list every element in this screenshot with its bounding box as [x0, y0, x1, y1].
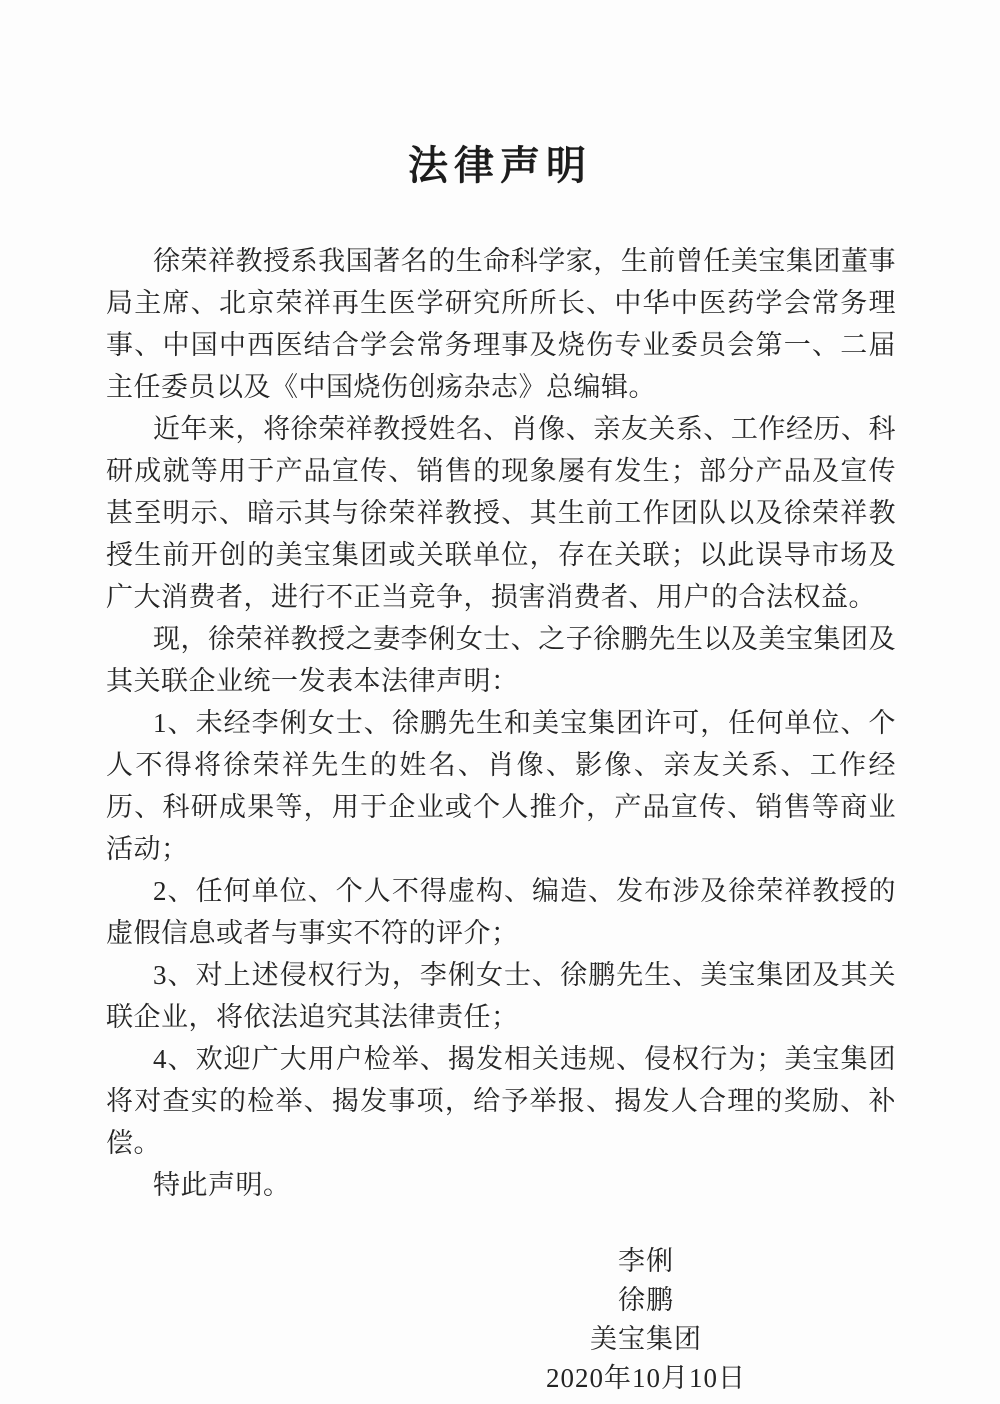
- document-title: 法律声明: [408, 143, 592, 188]
- paragraph-declaration-lead: 现，徐荣祥教授之妻李俐女士、之子徐鹏先生以及美宝集团及其关联企业统一发表本法律声明：: [106, 624, 896, 696]
- signature-name-3: 美宝集团: [590, 1324, 702, 1354]
- paragraph-background: 近年来，将徐荣祥教授姓名、肖像、亲友关系、工作经历、科研成就等用于产品宣传、销售的现象屡有发生；部分产品及宣传甚至明示、暗示其与徐荣祥教授、其生前工作团队以及徐荣祥教授生前开创的美宝集团或关联单位，存在关联；以此误导市场及广大消费者，进行不正当竞争，损害消费者、用户的合法权益。: [106, 414, 896, 612]
- signature-date: 2020年10月10日: [546, 1363, 746, 1393]
- closing-statement: 特此声明。: [153, 1170, 291, 1200]
- paragraph-item-2: 2、任何单位、个人不得虚构、编造、发布涉及徐荣祥教授的虚假信息或者与事实不符的评介；: [106, 876, 896, 948]
- paragraph-item-1: 1、未经李俐女士、徐鹏先生和美宝集团许可，任何单位、个人不得将徐荣祥先生的姓名、肖像、影像、亲友关系、工作经历、科研成果等，用于企业或个人推介，产品宣传、销售等商业活动；: [106, 708, 896, 864]
- paragraph-item-4: 4、欢迎广大用户检举、揭发相关违规、侵权行为；美宝集团将对查实的检举、揭发事项，给予举报、揭发人合理的奖励、补偿。: [106, 1044, 896, 1158]
- signature-block: [396, 1242, 896, 1398]
- paragraph-item-3: 3、对上述侵权行为，李俐女士、徐鹏先生、美宝集团及其关联企业，将依法追究其法律责任；: [106, 960, 896, 1032]
- signature-name-2: 徐鹏: [618, 1285, 674, 1315]
- signature-name-1: 李俐: [618, 1246, 674, 1276]
- paragraph-intro: 徐荣祥教授系我国著名的生命科学家，生前曾任美宝集团董事局主席、北京荣祥再生医学研究所所长、中华中医药学会常务理事、中国中西医结合学会常务理事及烧伤专业委员会第一、二届主任委员以及《中国烧伤创疡杂志》总编辑。: [106, 246, 896, 402]
- document-body: [0, 240, 1000, 1398]
